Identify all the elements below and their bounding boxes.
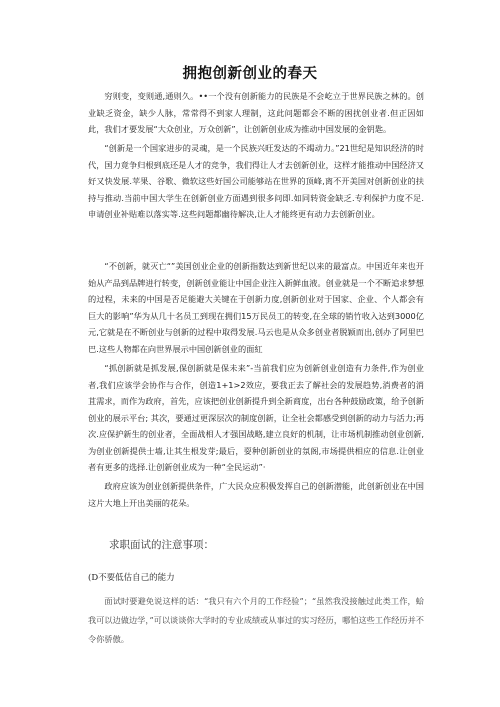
section-title: 求职面试的注意事项： <box>109 539 214 551</box>
paragraph-4: “抓创新就是抓发展,保创新就是保未来”-当前我们应为创新创业创造有力条件,作为创业者,我们应该学会协作与合作，创造1+1>2效应，要我正去了解社会的发展趋势,消费者的消苴需求，而作为政府，首先，应该把创业创新提升到全新商度，出台各种鼓励政策，给予创新创业的展示平台; 其次，要通过更深层次的制度创新，让全社会都感受到创新的动力与活力;再次.应保护新生的创业者，全面战相人才强国战略,建立良好的机制，让市场机制推动创业创新,为创业创新提供士墙,让其生根发芽;最后，耍种创新创业的氛阁,市场提供相应的信息.让创业者有更多的选择.让创新创业成为一种“全民运动”· <box>88 363 424 472</box>
sub-title: (D不要低估自己的能力 <box>88 573 175 583</box>
paragraph-3: “不创新，就灭亡“”美国创业企业的创新指数达到新世纪以来的最富点。中国近年来也开始从产品到品牌进行转变，创新创业能让中国企业注入新鲜血液。创业就是一个不断追求梦想的过程，未来的中国是否足能避大关键在于创新力度,创新创业对于国家、企业、个人都会有巨大的影响”华为从几十名员工到现在拥们15万民员工的转变,在全球的销竹收入达到3000亿元,它就是在不断创业与创新的过程中取得发展.马云也是从众多创业者脱颖而出,创办了阿里巴巴.这些人物都在向世界展示中国创新创业的面紅 <box>88 261 424 354</box>
final-paragraph: 面试时要避免说这样的话：“我只有六个月的工作经验”；“虽然我没接触过此类工作，蛤我可以边做边学，”可以谈谈你大学时的专业成绩或从事过的实习经历，哪怕这些工作经历并不令你骄傲。 <box>88 596 424 644</box>
document-title: 拥抱创新创业的春天 <box>182 66 318 82</box>
paragraph-1: 穷则变，变则通,通则久。••一个没有创新能力的民族是不会屹立于世界民族之林的。创业缺乏资金，缺少人脉，常常得不到家人理制，这此问题都会不断的困扰创业者.但正因如此，我们才要发展“大众创业，万众创新”，让创新创业成为推动中国发展的金钥匙。 <box>88 91 424 134</box>
paragraph-5: 政府应该为创业创新提供条件，广大民众应积极发挥自己的创新潜能，此创新创业在中国这片大地上开出美丽的花朵。 <box>88 481 424 508</box>
paragraph-2: “创新是一个国家进步的灵魂，是一个民族兴旺发达的不竭动力。”21世纪是知识经济的时代，国力竟争归根到底还是人才的竞争，我们得让人才去创新创业，这样才能推动中国经济又好又快发展.苹果、谷歌、微软这些好国公司能够站在世界的顶峰,离不开美国对创新创业的扶持与推动.当前中国大学生在创新创业方面遇到很多问即.如同转资金缺乏.专利保护力度不足.申请创业补贴难以落实等.这些问题都幽待解决,让人才能终更有动力去创新创业。 <box>88 143 424 219</box>
